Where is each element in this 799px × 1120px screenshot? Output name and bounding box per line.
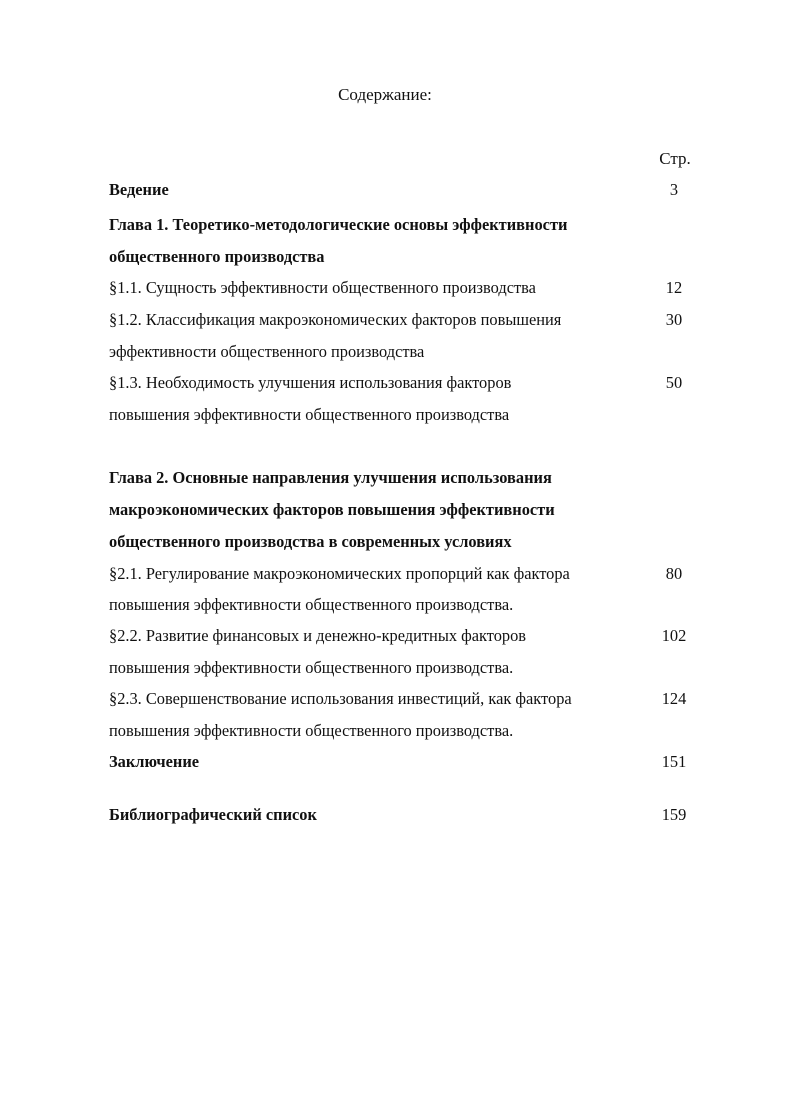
- toc-page-1-2: 30: [665, 310, 683, 329]
- toc-section-2-1-line-2: повышения эффективности общественного производства.: [109, 595, 514, 614]
- toc-page-1-3: 50: [665, 373, 683, 392]
- page-column-header: Стр.: [659, 149, 691, 168]
- toc-page-1-1: 12: [665, 278, 683, 297]
- toc-entry-bibliography: Библиографический список: [109, 805, 317, 824]
- toc-page-2-3: 124: [661, 689, 687, 708]
- toc-section-1-2-line-2: эффективности общественного производства: [109, 342, 425, 361]
- toc-section-2-3-line-1: §2.3. Совершенствование использования инвестиций, как фактора: [109, 689, 572, 708]
- toc-section-2-1-line-1: §2.1. Регулирование макроэкономических пропорций как фактора: [109, 564, 570, 583]
- toc-page-2-2: 102: [661, 626, 687, 645]
- toc-section-2-2-line-2: повышения эффективности общественного производства.: [109, 658, 514, 677]
- toc-section-1-2-line-1: §1.2. Классификация макроэкономических факторов повышения: [109, 310, 562, 329]
- toc-chapter-1-line-1: Глава 1. Теоретико-методологические основы эффективности: [109, 215, 568, 234]
- toc-section-2-2-line-1: §2.2. Развитие финансовых и денежно-кредитных факторов: [109, 626, 527, 645]
- toc-chapter-1-line-2: общественного производства: [109, 247, 325, 266]
- toc-chapter-2-line-1: Глава 2. Основные направления улучшения использования: [109, 468, 552, 487]
- toc-page-bibliography: 159: [661, 805, 687, 824]
- toc-entry-intro: Ведение: [109, 180, 169, 199]
- toc-chapter-2-line-3: общественного производства в современных условиях: [109, 532, 512, 551]
- toc-entry-conclusion: Заключение: [109, 752, 200, 771]
- toc-page-2-1: 80: [665, 564, 683, 583]
- toc-section-1-3-line-2: повышения эффективности общественного производства: [109, 405, 510, 424]
- toc-section-1-3-line-1: §1.3. Необходимость улучшения использования факторов: [109, 373, 512, 392]
- toc-section-2-3-line-2: повышения эффективности общественного производства.: [109, 721, 514, 740]
- toc-section-1-1: §1.1. Сущность эффективности общественного производства: [109, 278, 536, 297]
- toc-page-intro: 3: [669, 180, 679, 199]
- toc-page-conclusion: 151: [661, 752, 687, 771]
- page-title: Содержание:: [338, 85, 432, 104]
- toc-chapter-2-line-2: макроэкономических факторов повышения эффективности: [109, 500, 555, 519]
